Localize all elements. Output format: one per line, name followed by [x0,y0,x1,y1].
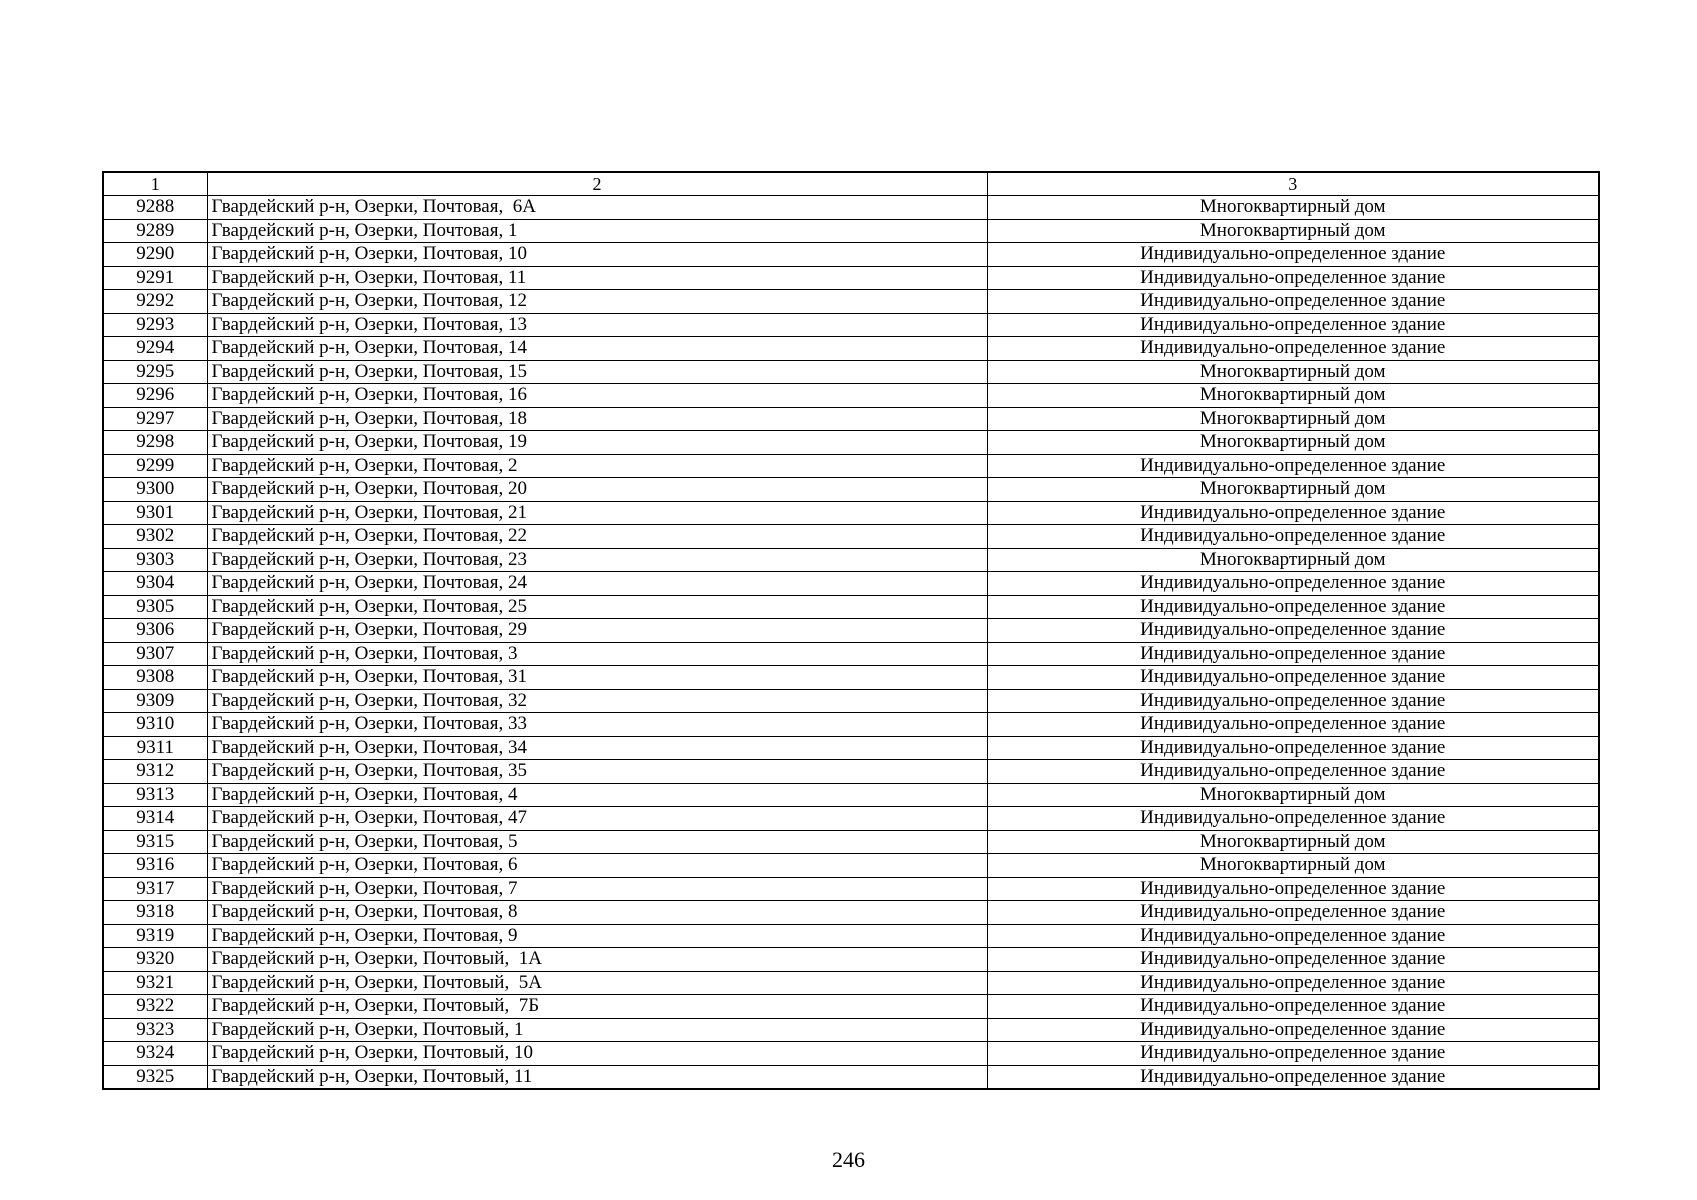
table-row [103,736,1599,760]
row-number-cell: 9292 [103,290,207,314]
row-number-cell: 9324 [103,1042,207,1066]
address-cell: Гвардейский р-н, Озерки, Почтовая, 19 [207,431,987,455]
table-row [103,501,1599,525]
row-number-cell: 9308 [103,666,207,690]
row-number-cell: 9311 [103,736,207,760]
row-number-cell: 9325 [103,1065,207,1089]
row-number-cell: 9290 [103,243,207,267]
row-number-cell: 9310 [103,713,207,737]
table-row [103,478,1599,502]
row-number-cell: 9288 [103,196,207,220]
table-row [103,1065,1599,1089]
table-row [103,995,1599,1019]
building-type-cell: Индивидуально-определенное здание [987,243,1599,267]
address-cell: Гвардейский р-н, Озерки, Почтовая, 15 [207,360,987,384]
building-type-cell: Многоквартирный дом [987,196,1599,220]
row-number-cell: 9321 [103,971,207,995]
row-number-cell: 9316 [103,854,207,878]
building-type-cell: Индивидуально-определенное здание [987,901,1599,925]
row-number-cell: 9317 [103,877,207,901]
building-type-cell: Индивидуально-определенное здание [987,595,1599,619]
building-type-cell: Индивидуально-определенное здание [987,877,1599,901]
address-cell: Гвардейский р-н, Озерки, Почтовая, 6А [207,196,987,220]
building-type-cell: Индивидуально-определенное здание [987,501,1599,525]
address-cell: Гвардейский р-н, Озерки, Почтовая, 18 [207,407,987,431]
building-type-cell: Многоквартирный дом [987,384,1599,408]
building-type-cell: Многоквартирный дом [987,219,1599,243]
table-row [103,572,1599,596]
table-row [103,266,1599,290]
table-row [103,760,1599,784]
page-number: 246 [832,1147,865,1172]
address-cell: Гвардейский р-н, Озерки, Почтовая, 11 [207,266,987,290]
address-cell: Гвардейский р-н, Озерки, Почтовая, 12 [207,290,987,314]
row-number-cell: 9299 [103,454,207,478]
table-row [103,666,1599,690]
building-type-cell: Индивидуально-определенное здание [987,995,1599,1019]
building-type-cell: Индивидуально-определенное здание [987,572,1599,596]
building-type-cell: Многоквартирный дом [987,360,1599,384]
row-number-cell: 9322 [103,995,207,1019]
table-row [103,901,1599,925]
building-type-cell: Индивидуально-определенное здание [987,924,1599,948]
address-cell: Гвардейский р-н, Озерки, Почтовая, 3 [207,642,987,666]
address-cell: Гвардейский р-н, Озерки, Почтовая, 29 [207,619,987,643]
row-number-cell: 9300 [103,478,207,502]
table-row [103,642,1599,666]
address-cell: Гвардейский р-н, Озерки, Почтовая, 5 [207,830,987,854]
row-number-cell: 9320 [103,948,207,972]
table-body [103,172,1599,1089]
building-type-cell: Индивидуально-определенное здание [987,337,1599,361]
building-type-cell: Индивидуально-определенное здание [987,1065,1599,1089]
column-header-1: 1 [103,172,207,196]
row-number-cell: 9306 [103,619,207,643]
address-cell: Гвардейский р-н, Озерки, Почтовый, 1 [207,1018,987,1042]
address-cell: Гвардейский р-н, Озерки, Почтовая, 2 [207,454,987,478]
row-number-cell: 9298 [103,431,207,455]
address-cell: Гвардейский р-н, Озерки, Почтовая, 7 [207,877,987,901]
building-type-cell: Многоквартирный дом [987,854,1599,878]
table-row [103,454,1599,478]
table-row [103,313,1599,337]
row-number-cell: 9313 [103,783,207,807]
table-row [103,337,1599,361]
table-row [103,407,1599,431]
address-cell: Гвардейский р-н, Озерки, Почтовая, 6 [207,854,987,878]
address-cell: Гвардейский р-н, Озерки, Почтовая, 4 [207,783,987,807]
table-row [103,1042,1599,1066]
address-cell: Гвардейский р-н, Озерки, Почтовая, 16 [207,384,987,408]
building-type-cell: Индивидуально-определенное здание [987,266,1599,290]
row-number-cell: 9307 [103,642,207,666]
building-type-cell: Индивидуально-определенное здание [987,807,1599,831]
row-number-cell: 9323 [103,1018,207,1042]
table-row [103,431,1599,455]
address-cell: Гвардейский р-н, Озерки, Почтовая, 8 [207,901,987,925]
address-cell: Гвардейский р-н, Озерки, Почтовая, 34 [207,736,987,760]
table-header-row [103,172,1599,196]
table-row [103,971,1599,995]
row-number-cell: 9294 [103,337,207,361]
table-row [103,548,1599,572]
address-cell: Гвардейский р-н, Озерки, Почтовая, 31 [207,666,987,690]
building-type-cell: Индивидуально-определенное здание [987,948,1599,972]
row-number-cell: 9295 [103,360,207,384]
table-row [103,384,1599,408]
table-row [103,360,1599,384]
address-cell: Гвардейский р-н, Озерки, Почтовая, 9 [207,924,987,948]
table-row [103,783,1599,807]
table-row [103,1018,1599,1042]
table-row [103,924,1599,948]
table-row [103,713,1599,737]
address-cell: Гвардейский р-н, Озерки, Почтовая, 1 [207,219,987,243]
row-number-cell: 9318 [103,901,207,925]
building-type-cell: Многоквартирный дом [987,830,1599,854]
address-cell: Гвардейский р-н, Озерки, Почтовая, 33 [207,713,987,737]
address-cell: Гвардейский р-н, Озерки, Почтовая, 20 [207,478,987,502]
row-number-cell: 9309 [103,689,207,713]
address-cell: Гвардейский р-н, Озерки, Почтовая, 47 [207,807,987,831]
address-cell: Гвардейский р-н, Озерки, Почтовая, 10 [207,243,987,267]
table-row [103,948,1599,972]
building-type-cell: Многоквартирный дом [987,407,1599,431]
row-number-cell: 9291 [103,266,207,290]
building-type-cell: Индивидуально-определенное здание [987,666,1599,690]
column-header-2: 2 [207,172,987,196]
table-row [103,243,1599,267]
table-row [103,619,1599,643]
building-type-cell: Индивидуально-определенное здание [987,313,1599,337]
building-type-cell: Индивидуально-определенное здание [987,1042,1599,1066]
row-number-cell: 9301 [103,501,207,525]
address-cell: Гвардейский р-н, Озерки, Почтовый, 5А [207,971,987,995]
address-cell: Гвардейский р-н, Озерки, Почтовая, 24 [207,572,987,596]
address-cell: Гвардейский р-н, Озерки, Почтовая, 21 [207,501,987,525]
address-cell: Гвардейский р-н, Озерки, Почтовый, 10 [207,1042,987,1066]
building-type-cell: Многоквартирный дом [987,783,1599,807]
address-cell: Гвардейский р-н, Озерки, Почтовый, 1А [207,948,987,972]
building-type-cell: Индивидуально-определенное здание [987,713,1599,737]
table-row [103,807,1599,831]
row-number-cell: 9315 [103,830,207,854]
address-cell: Гвардейский р-н, Озерки, Почтовый, 11 [207,1065,987,1089]
table-row [103,595,1599,619]
row-number-cell: 9305 [103,595,207,619]
address-cell: Гвардейский р-н, Озерки, Почтовая, 35 [207,760,987,784]
address-cell: Гвардейский р-н, Озерки, Почтовая, 13 [207,313,987,337]
table-row [103,525,1599,549]
building-type-cell: Индивидуально-определенное здание [987,1018,1599,1042]
building-type-cell: Многоквартирный дом [987,478,1599,502]
building-type-cell: Индивидуально-определенное здание [987,642,1599,666]
address-cell: Гвардейский р-н, Озерки, Почтовая, 32 [207,689,987,713]
row-number-cell: 9314 [103,807,207,831]
row-number-cell: 9319 [103,924,207,948]
row-number-cell: 9289 [103,219,207,243]
column-header-3: 3 [987,172,1599,196]
row-number-cell: 9303 [103,548,207,572]
building-type-cell: Многоквартирный дом [987,548,1599,572]
row-number-cell: 9293 [103,313,207,337]
table-row [103,689,1599,713]
address-cell: Гвардейский р-н, Озерки, Почтовая, 22 [207,525,987,549]
row-number-cell: 9312 [103,760,207,784]
address-cell: Гвардейский р-н, Озерки, Почтовая, 14 [207,337,987,361]
table-row [103,196,1599,220]
table-row [103,830,1599,854]
row-number-cell: 9304 [103,572,207,596]
row-number-cell: 9297 [103,407,207,431]
building-type-cell: Индивидуально-определенное здание [987,971,1599,995]
building-type-cell: Индивидуально-определенное здание [987,760,1599,784]
table-row [103,219,1599,243]
building-type-cell: Индивидуально-определенное здание [987,454,1599,478]
building-type-cell: Индивидуально-определенное здание [987,689,1599,713]
address-cell: Гвардейский р-н, Озерки, Почтовая, 23 [207,548,987,572]
table-row [103,290,1599,314]
row-number-cell: 9302 [103,525,207,549]
building-type-cell: Индивидуально-определенное здание [987,619,1599,643]
building-type-cell: Индивидуально-определенное здание [987,290,1599,314]
building-type-cell: Многоквартирный дом [987,431,1599,455]
table-row [103,854,1599,878]
address-cell: Гвардейский р-н, Озерки, Почтовая, 25 [207,595,987,619]
registry-table [102,171,1600,1090]
address-cell: Гвардейский р-н, Озерки, Почтовый, 7Б [207,995,987,1019]
row-number-cell: 9296 [103,384,207,408]
building-type-cell: Индивидуально-определенное здание [987,525,1599,549]
table-row [103,877,1599,901]
building-type-cell: Индивидуально-определенное здание [987,736,1599,760]
